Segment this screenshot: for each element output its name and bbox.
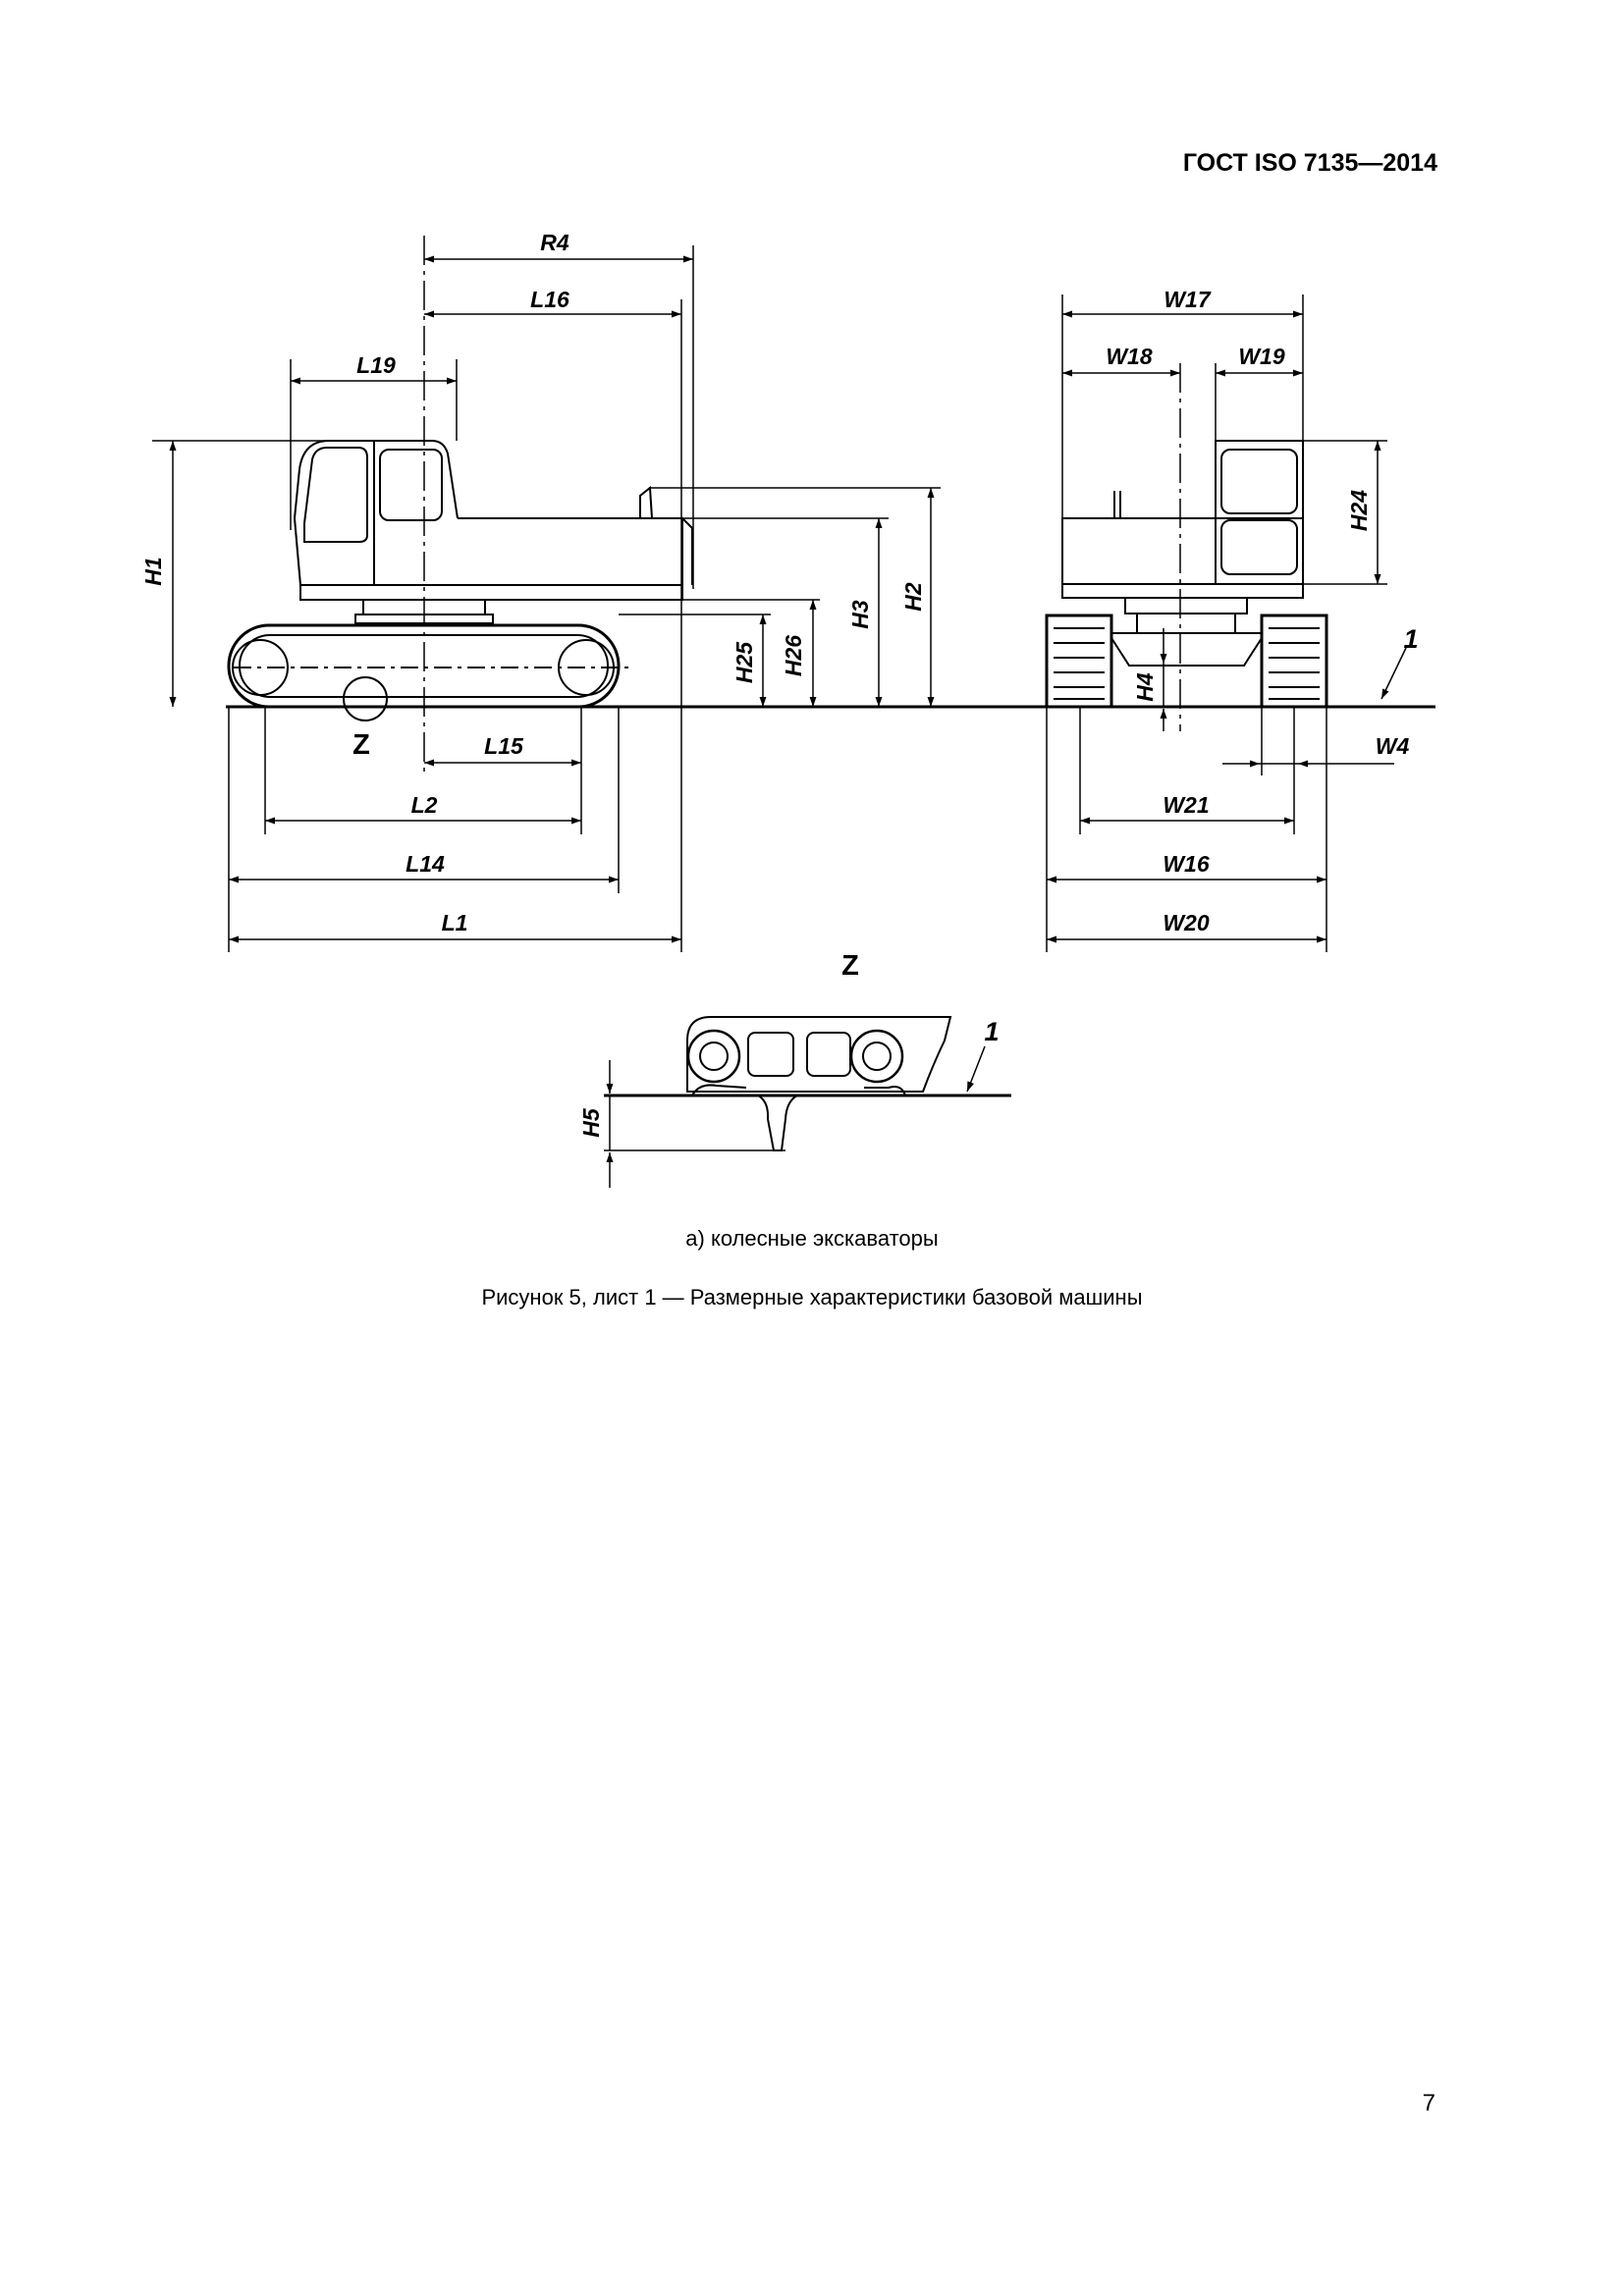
figure-caption: Рисунок 5, лист 1 — Размерные характеристики базовой машины <box>481 1285 1143 1309</box>
front-view-excavator <box>1043 363 1341 731</box>
label-W4: W4 <box>1375 733 1410 759</box>
label-L19: L19 <box>356 352 396 378</box>
label-L15: L15 <box>484 733 523 759</box>
label-H2: H2 <box>900 582 926 612</box>
label-W19: W19 <box>1238 344 1285 369</box>
label-W21: W21 <box>1163 792 1210 818</box>
label-W20: W20 <box>1163 910 1210 935</box>
figure-subcaption: а) колесные экскаваторы <box>685 1226 939 1251</box>
label-L2: L2 <box>410 792 438 818</box>
label-ref-1-detail: 1 <box>984 1017 1000 1046</box>
label-Z-side: Z <box>352 729 370 761</box>
label-W16: W16 <box>1163 851 1210 877</box>
label-R4: R4 <box>540 230 569 255</box>
page-number: 7 <box>1422 2090 1435 2116</box>
label-Z-detail: Z <box>841 950 859 982</box>
detail-z-marker <box>344 677 387 721</box>
label-L1: L1 <box>441 910 468 935</box>
detail-z-track-shoe <box>604 1017 1011 1150</box>
label-H4: H4 <box>1132 672 1158 702</box>
document-header: ГОСТ ISO 7135—2014 <box>1182 149 1437 177</box>
side-view-excavator <box>226 236 1435 775</box>
label-H26: H26 <box>781 634 806 677</box>
label-H25: H25 <box>731 641 757 684</box>
label-ref-1-front: 1 <box>1403 624 1419 654</box>
label-H24: H24 <box>1346 489 1372 532</box>
label-H3: H3 <box>847 600 873 629</box>
label-L14: L14 <box>406 851 445 877</box>
label-H5: H5 <box>578 1108 604 1138</box>
label-W17: W17 <box>1164 287 1211 312</box>
label-W18: W18 <box>1106 344 1153 369</box>
label-H1: H1 <box>140 557 166 586</box>
label-L16: L16 <box>530 287 569 312</box>
